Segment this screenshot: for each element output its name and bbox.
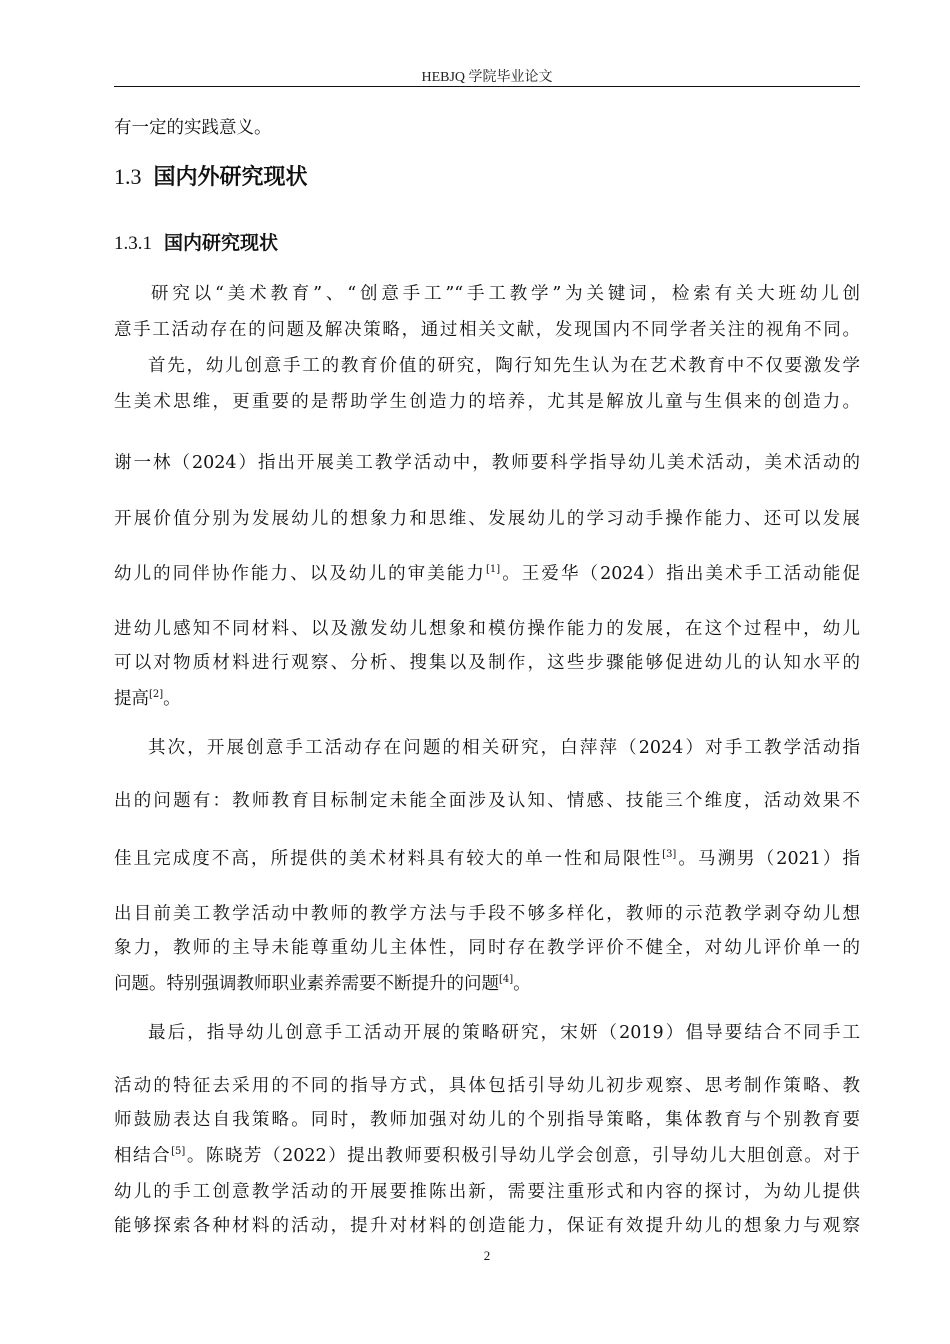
body-line: [114, 687, 860, 711]
body-line: 活动的特征去采用的不同的指导方式，具体包括引导幼儿初步观察、思考制作策略、教: [114, 1076, 860, 1096]
citation-ref: [5]: [171, 1146, 186, 1157]
text-segment: 。陈晓芳（2022）提出教师要积极引导幼儿学会创意，引导幼儿大胆创意。对于: [185, 1146, 860, 1166]
body-line: 师鼓励表达自我策略。同时，教师加强对幼儿的个别指导策略，集体教育与个别教育要: [114, 1110, 860, 1130]
body-line: [114, 1144, 860, 1168]
header-rule: [114, 86, 860, 87]
body-line: 象力，教师的主导未能尊重幼儿主体性，同时存在教学评价不健全，对幼儿评价单一的: [114, 938, 860, 958]
text-segment: 佳且完成度不高，所提供的美术材料具有较大的单一性和局限性: [114, 849, 663, 869]
body-line: 能够探索各种材料的活动，提升对材料的创造能力，保证有效提升幼儿的想象力与观察: [114, 1216, 860, 1236]
body-line: 可以对物质材料进行观察、分析、搜集以及制作，这些步骤能够促进幼儿的认知水平的: [114, 653, 860, 673]
body-line: 开展价值分别为发展幼儿的想象力和思维、发展幼儿的学习动手操作能力、还可以发展: [114, 509, 860, 529]
body-line: 进幼儿感知不同材料、以及激发幼儿想象和模仿操作能力的发展，在这个过程中，幼儿: [114, 619, 860, 639]
body-line: 最后，指导幼儿创意手工活动开展的策略研究，宋妍（2019）倡导要结合不同手工: [148, 1023, 860, 1043]
text-segment: 。王爱华（2024）指出美术手工活动能促: [500, 564, 860, 584]
body-line: 谢一林（2024）指出开展美工教学活动中，教师要科学指导幼儿美术活动，美术活动的: [114, 453, 860, 473]
section-title: 国内外研究现状: [153, 164, 308, 190]
body-line: 意手工活动存在的问题及解决策略，通过相关文献，发现国内不同学者关注的视角不同。: [114, 320, 860, 340]
body-line: 生美术思维，更重要的是帮助学生创造力的培养，尤其是解放儿童与生俱来的创造力。: [114, 392, 860, 412]
citation-ref: [2]: [149, 689, 164, 700]
page-number: 2: [483, 1248, 491, 1263]
subsection-title: 国内研究现状: [164, 232, 279, 254]
body-line: 研究以“美术教育”、“创意手工”“手工教学”为关键词，检索有关大班幼儿创: [151, 284, 860, 304]
subsection-number: 1.3.1: [114, 233, 152, 254]
body-line: 其次，开展创意手工活动存在问题的相关研究，白萍萍（2024）对手工教学活动指: [148, 738, 860, 758]
section-heading: [114, 160, 308, 191]
citation-ref: [4]: [499, 974, 514, 985]
body-line: [114, 847, 860, 871]
section-number: 1.3: [114, 164, 142, 189]
body-line: [114, 562, 860, 586]
running-header: HEBJQ 学院毕业论文: [421, 70, 553, 85]
text-segment: 问题。特别强调教师职业素养需要不断提升的问题: [114, 974, 499, 994]
text-segment: 提高: [114, 689, 149, 709]
citation-ref: [1]: [485, 564, 501, 575]
text-segment: 。马溯男（2021）指: [676, 849, 860, 869]
text-segment: 。: [513, 974, 531, 994]
body-line: 有一定的实践意义。: [114, 118, 272, 138]
body-line: [114, 972, 860, 996]
body-line: 出目前美工教学活动中教师的教学方法与手段不够多样化，教师的示范教学剥夺幼儿想: [114, 904, 860, 924]
text-segment: 。: [163, 689, 181, 709]
subsection-heading: [114, 228, 278, 255]
citation-ref: [3]: [662, 849, 677, 860]
body-line: 幼儿的手工创意教学活动的开展要推陈出新，需要注重形式和内容的探讨，为幼儿提供: [114, 1182, 860, 1202]
text-segment: 相结合: [114, 1146, 172, 1166]
body-line: 出的问题有：教师教育目标制定未能全面涉及认知、情感、技能三个维度，活动效果不: [114, 791, 860, 811]
text-segment: 幼儿的同伴协作能力、以及幼儿的审美能力: [114, 564, 486, 584]
body-line: 首先，幼儿创意手工的教育价值的研究，陶行知先生认为在艺术教育中不仅要激发学: [148, 356, 860, 376]
